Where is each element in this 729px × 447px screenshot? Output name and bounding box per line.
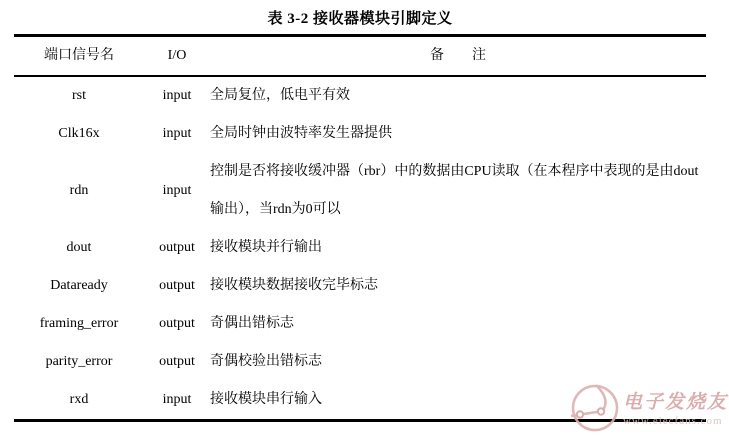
signal-name: rst xyxy=(72,88,86,103)
signal-name: dout xyxy=(66,240,92,255)
header-remark: 备 注 xyxy=(430,48,486,63)
table-row xyxy=(14,305,706,343)
watermark-url: www.elecfans.com xyxy=(622,414,723,427)
header-signal-name: 端口信号名 xyxy=(44,48,114,63)
remark: 奇偶校验出错标志 xyxy=(210,354,322,369)
watermark xyxy=(569,380,728,439)
remark: 控制是否将接收缓冲器（rbr）中的数据由CPU读取（在本程序中表现的是由dout输出），当rdn为0可以 xyxy=(210,164,699,217)
io-direction: input xyxy=(162,88,192,103)
table-row xyxy=(14,267,706,305)
remark: 接收模块数据接收完毕标志 xyxy=(210,278,378,293)
signal-name: Dataready xyxy=(50,278,108,293)
io-direction: input xyxy=(162,392,192,407)
signal-name: rdn xyxy=(69,183,89,198)
signal-name: parity_error xyxy=(45,354,113,369)
elecfans-logo-icon xyxy=(569,380,621,439)
remark: 接收模块串行输入 xyxy=(210,392,322,407)
io-direction: input xyxy=(162,183,192,198)
signal-name: Clk16x xyxy=(58,126,100,141)
table-row xyxy=(14,343,706,381)
signal-name: rxd xyxy=(69,392,89,407)
table-row xyxy=(14,115,706,153)
remark: 全局时钟由波特率发生器提供 xyxy=(210,126,392,141)
table-row xyxy=(14,76,706,115)
io-direction: output xyxy=(159,240,195,255)
signal-name: framing_error xyxy=(39,316,119,331)
pin-definition-table xyxy=(14,34,706,422)
io-direction: input xyxy=(162,126,192,141)
header-io: I/O xyxy=(167,48,187,63)
remark: 全局复位，低电平有效 xyxy=(210,88,350,103)
table-caption: 表 3-2 接收器模块引脚定义 xyxy=(267,11,453,27)
remark: 接收模块并行输出 xyxy=(210,240,322,255)
remark: 奇偶出错标志 xyxy=(210,316,294,331)
watermark-brand: 电子发烧友 xyxy=(622,391,728,413)
table-header-row xyxy=(14,36,706,77)
table-row xyxy=(14,229,706,267)
io-direction: output xyxy=(159,354,195,369)
io-direction: output xyxy=(159,316,195,331)
io-direction: output xyxy=(159,278,195,293)
table-row xyxy=(14,153,706,229)
